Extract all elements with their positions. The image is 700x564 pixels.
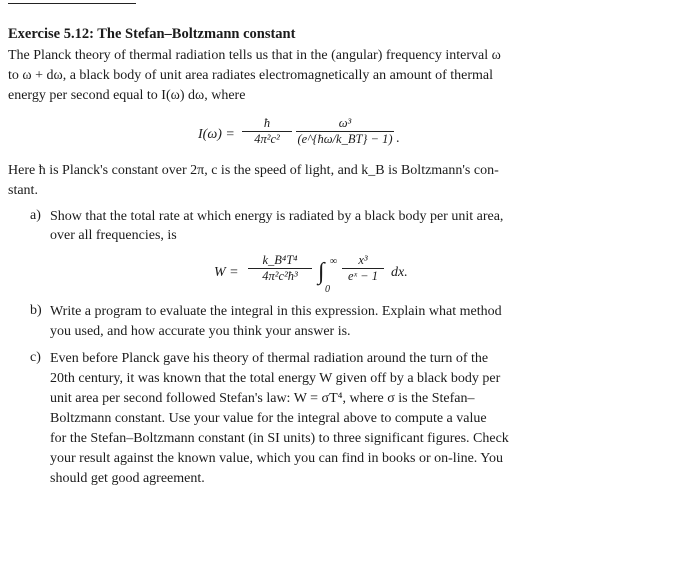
part-c-label: c) [30,350,41,365]
top-rule [8,3,136,4]
eq1-frac2-numerator: ω³ [338,116,352,130]
integral-lower-limit: 0 [325,284,330,295]
eq2-frac1-numerator: k_B⁴T⁴ [262,253,298,267]
part-c-line-5: for the Stefan–Boltzmann constant (in SI units) to three significant figures. Check [50,431,509,446]
eq1-frac1-numerator: ħ [263,116,271,130]
part-a-line-2: over all frequencies, is [50,228,177,243]
eq2-frac1-denominator: 4π²c²ħ³ [262,269,298,283]
eq2-frac-1 [248,253,312,284]
eq2-lhs: W = [214,265,239,280]
intro-line-1: The Planck theory of thermal radiation tells us that in the (angular) frequency interval ω [8,48,501,63]
part-c-line-7: should get good agreement. [50,471,205,486]
eq2-frac2-numerator: x³ [358,253,368,267]
eq1-frac-2 [296,116,394,147]
explain-line-1: Here ħ is Planck's constant over 2π, c is the speed of light, and k_B is Boltzmann's con- [8,163,499,178]
eq1-frac-1 [242,116,292,147]
part-b-line-1: Write a program to evaluate the integral in this expression. Explain what method [50,304,502,319]
integral-symbol: ∫ [318,259,325,285]
part-a-label: a) [30,208,41,223]
part-c-line-4: Boltzmann constant. Use your value for the integral above to compute a value [50,411,487,426]
eq1-frac2-denominator: (e^{ħω/k_BT} − 1) [297,132,393,146]
intro-line-3: energy per second equal to I(ω) dω, where [8,88,246,103]
explain-line-2: stant. [8,183,38,198]
part-a-line-1: Show that the total rate at which energy is radiated by a black body per unit area, [50,209,504,224]
integral-upper-limit: ∞ [330,256,338,267]
eq2-frac-2 [342,253,384,284]
part-b-line-2: you used, and how accurate you think your answer is. [50,324,351,339]
exercise-title: Exercise 5.12: The Stefan–Boltzmann constant [8,26,296,42]
eq2-frac2-denominator: eˣ − 1 [347,269,378,283]
eq2-dx: dx. [391,265,408,280]
part-c-line-3: unit area per second followed Stefan's law: W = σT⁴, where σ is the Stefan– [50,391,475,406]
part-b-label: b) [30,303,42,318]
intro-line-2: to ω + dω, a black body of unit area radiates electromagnetically an amount of thermal [8,68,494,83]
part-c-line-1: Even before Planck gave his theory of thermal radiation around the turn of the [50,351,489,366]
eq1-lhs: I(ω) = [198,127,235,142]
eq1-frac1-denominator: 4π²c² [254,132,280,146]
part-c-line-6: your result against the known value, which you can find in books or on-line. You [50,451,503,466]
eq1-period: . [396,131,400,146]
part-c-line-2: 20th century, it was known that the total energy W given off by a black body per [50,371,501,386]
